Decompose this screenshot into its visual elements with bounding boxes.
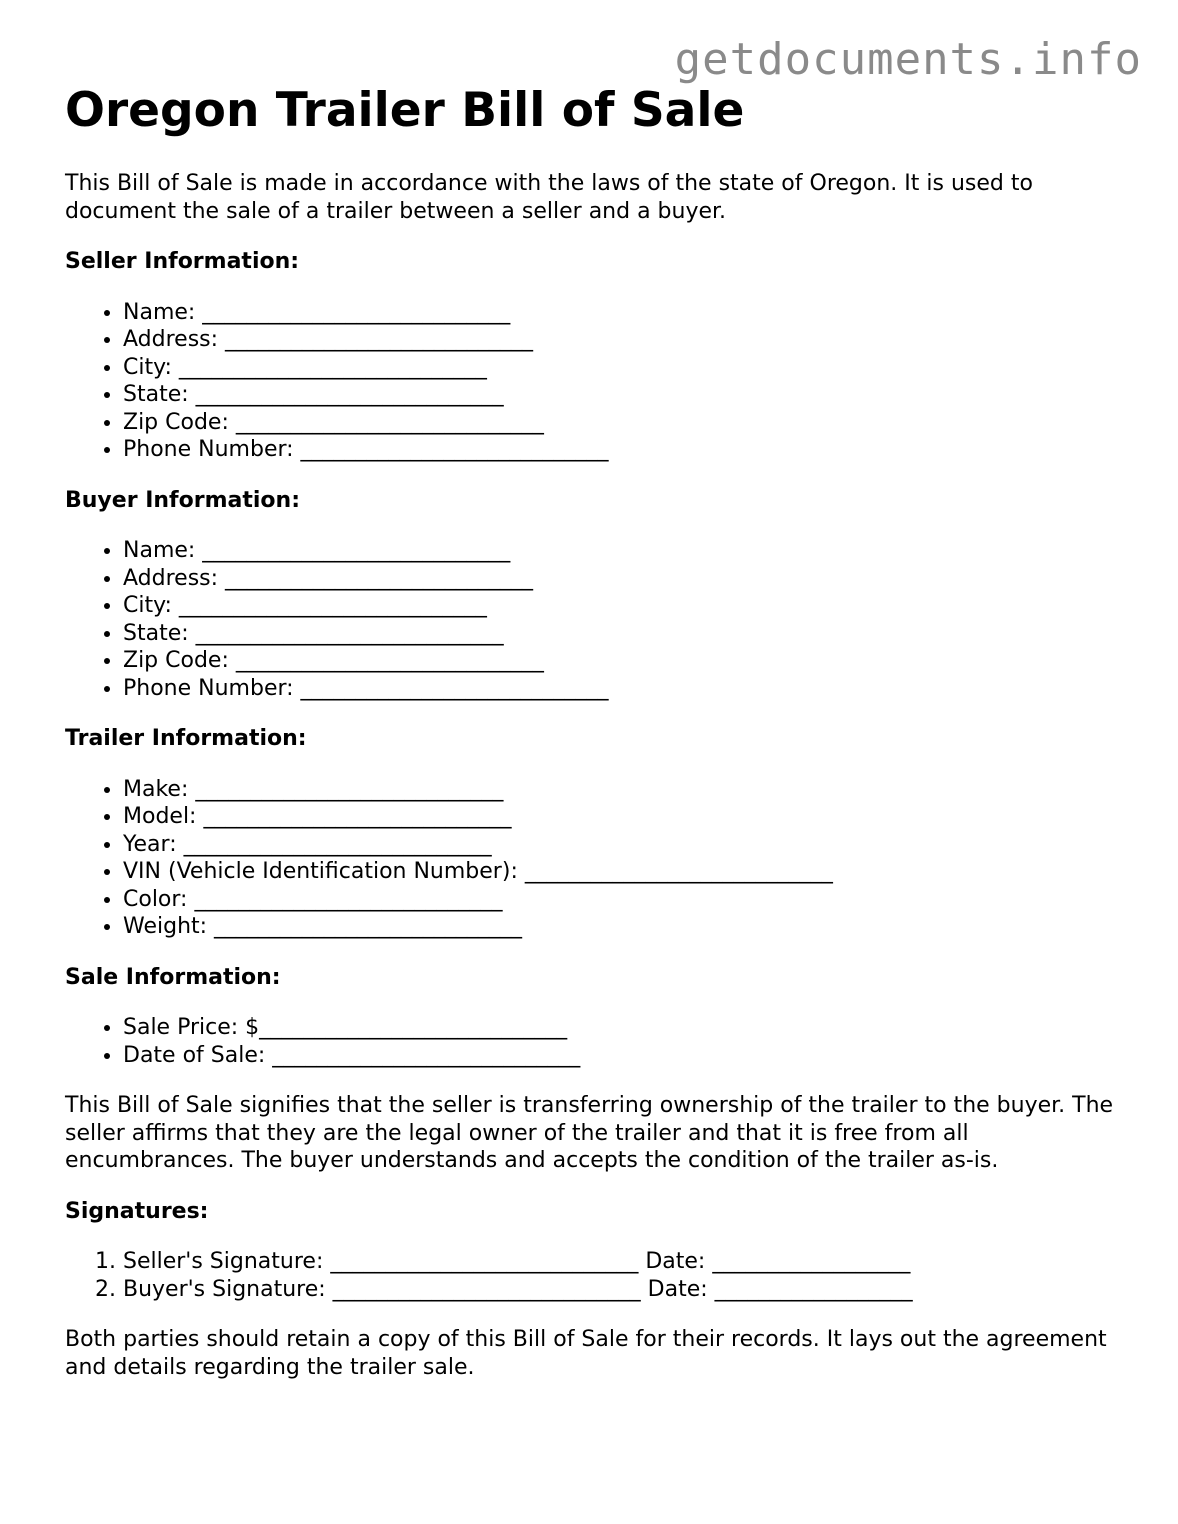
trailer-weight-field: • Weight: ____________________________: [123, 913, 1125, 941]
trailer-field-list: [65, 776, 1125, 941]
buyer-state-field: • State: ____________________________: [123, 620, 1125, 648]
transfer-paragraph: This Bill of Sale signifies that the seller is transferring ownership of the trailer to the buyer. The seller affirms that they are the legal owner of the trailer and that it is free from all encumbrances. The buyer understands and accepts the condition of the trailer as-is.: [65, 1093, 1114, 1173]
trailer-year-field: • Year: ____________________________: [123, 831, 1125, 859]
sale-heading: Sale Information:: [65, 964, 281, 990]
buyer-address-field: • Address: ____________________________: [123, 565, 1125, 593]
seller-name-field: • Name: ____________________________: [123, 299, 1125, 327]
buyer-signature-line: 2. Buyer's Signature: ____________________________ Date: __________________: [123, 1276, 1125, 1304]
seller-zip-field: • Zip Code: ____________________________: [123, 409, 1125, 437]
trailer-color-field: • Color: ____________________________: [123, 886, 1125, 914]
closing-paragraph: Both parties should retain a copy of this Bill of Sale for their records. It lays out the agreement and details regarding the trailer sale.: [65, 1327, 1107, 1380]
seller-city-field: • City: ____________________________: [123, 354, 1125, 382]
seller-heading: Seller Information:: [65, 249, 300, 274]
signatures-heading: Signatures:: [65, 1198, 209, 1224]
seller-signature-line: 1. Seller's Signature: ____________________________ Date: __________________: [123, 1248, 1125, 1276]
signature-list: [65, 1248, 1125, 1303]
trailer-make-field: • Make: ____________________________: [123, 776, 1125, 804]
document-body: [65, 82, 1125, 1404]
sale-date-field: • Date of Sale: ____________________________: [123, 1042, 1125, 1070]
page-title: Oregon Trailer Bill of Sale: [65, 83, 745, 138]
sale-price-field: • Sale Price: $____________________________: [123, 1014, 1125, 1042]
seller-field-list: [65, 299, 1125, 464]
sale-field-list: [65, 1014, 1125, 1069]
buyer-field-list: [65, 537, 1125, 702]
trailer-model-field: • Model: ____________________________: [123, 803, 1125, 831]
buyer-phone-field: • Phone Number: ____________________________: [123, 675, 1125, 703]
trailer-heading: Trailer Information:: [65, 726, 307, 751]
buyer-name-field: • Name: ____________________________: [123, 537, 1125, 565]
intro-paragraph: This Bill of Sale is made in accordance with the laws of the state of Oregon. It is used to document the sale of a trailer between a seller and a buyer.: [65, 171, 1033, 224]
buyer-city-field: • City: ____________________________: [123, 592, 1125, 620]
trailer-vin-field: • VIN (Vehicle Identification Number): ____________________________: [123, 858, 1125, 886]
seller-phone-field: • Phone Number: ____________________________: [123, 436, 1125, 464]
seller-state-field: • State: ____________________________: [123, 381, 1125, 409]
watermark: getdocuments.info: [674, 34, 1142, 85]
seller-address-field: • Address: ____________________________: [123, 326, 1125, 354]
buyer-zip-field: • Zip Code: ____________________________: [123, 647, 1125, 675]
buyer-heading: Buyer Information:: [65, 487, 300, 513]
